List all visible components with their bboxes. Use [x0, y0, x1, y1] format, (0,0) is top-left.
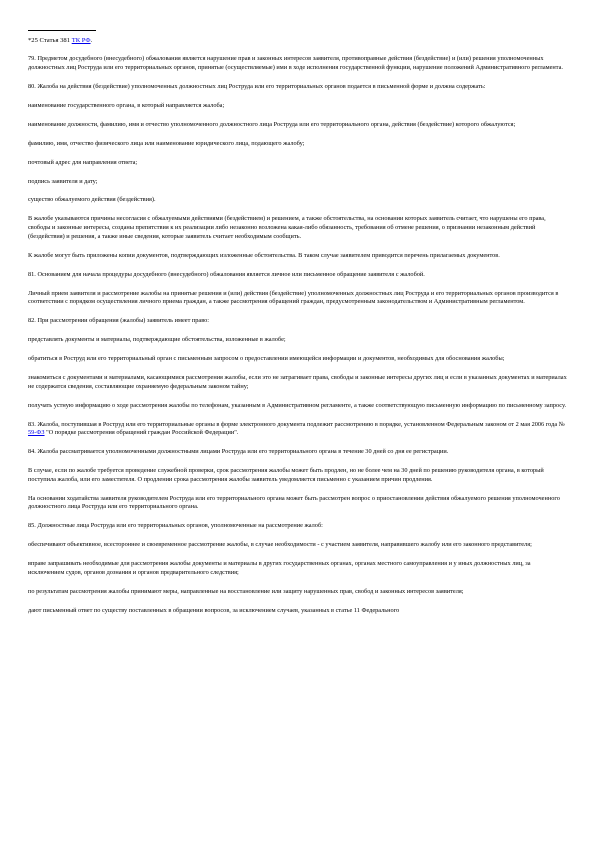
- footnote-divider: [28, 30, 96, 31]
- link-59-fz[interactable]: 59-ФЗ: [28, 429, 45, 437]
- paragraph-83-text-after: "О порядке рассмотрения обращений граждан Российской Федерации".: [44, 429, 239, 437]
- list-item-request-documents: вправе запрашивать необходимые для рассмотрения жалобы документы и материалы в других государственных органах, органах местного самоуправления и у иных должностных лиц, за исключением судов, органов дознания и органов предварительного следствия;: [28, 560, 531, 576]
- paragraph-84: 84. Жалоба рассматривается уполномоченными должностными лицами Роструда или его территориального органа в течение 30 дней со дня ее регистрации.: [28, 448, 449, 456]
- footnote: [28, 37, 567, 45]
- list-item-objective-review: обеспечивают объективное, всестороннее и своевременное рассмотрение жалобы, в случае необходимости - с участием заявителя, направившего жалобу или его законного представителя;: [28, 541, 532, 549]
- list-item-applicant-name: фамилию, имя, отчество физического лица или наименование юридического лица, подающего жалобу;: [28, 139, 305, 147]
- list-item-essence: существо обжалуемого действия (бездействия).: [28, 196, 156, 204]
- list-item-signature-date: подпись заявителя и дату;: [28, 177, 98, 185]
- list-item-written-answer: дают письменный ответ по существу поставленных в обращении вопросов, за исключением случаев, указанных в статье 11 Федерального: [28, 606, 400, 614]
- paragraph-suspension: На основании ходатайства заявителя руководителем Роструда или его территориального органа может быть рассмотрен вопрос о приостановлении действия обжалуемого решения уполномоченного должностного лица Роструда или его территориального органа.: [28, 494, 560, 511]
- list-item-organ-name: наименование государственного органа, в который направляется жалоба;: [28, 101, 225, 109]
- paragraph-83: [28, 421, 567, 438]
- paragraph-extension: В случае, если по жалобе требуется проведение служебной проверки, срок рассмотрения жалобы может быть продлен, но не более чем на 30 дней по решению руководителя органа, в который поступила жалоба, или его заместителя. О продлении срока рассмотрения жалобы заявитель уведомляется письменно с указанием причин продления.: [28, 467, 544, 483]
- paragraph-85: 85. Должностные лица Роструда или его территориальных органов, уполномоченные на рассмотрение жалоб:: [28, 522, 323, 530]
- footnote-prefix: *25 Статья 381: [28, 37, 72, 44]
- footnote-link-tk-rf[interactable]: ТК РФ: [71, 37, 91, 44]
- list-item-take-measures: по результатам рассмотрения жалобы принимают меры, направленные на восстановление или защиту нарушенных прав, свобод и законных интересов заявителя;: [28, 587, 464, 595]
- paragraph-80: 80. Жалоба на действия (бездействие) уполномоченных должностных лиц Роструда или его территориальных органов подается в письменной форме и должна содержать:: [28, 82, 486, 90]
- paragraph-complaint-reasons: В жалобе указываются причины несогласия с обжалуемыми действиями (бездействием) и решением, а также обстоятельства, на основании которых заявитель считает, что нарушены его права, свободы и законные интересы, созданы препятствия к их реализации либо незаконно возложена какая-либо обязанность, требования об отмене решения, о признании незаконным действий (бездействия) и решения, а также иные сведения, которые заявитель считает необходимым сообщить.: [28, 215, 546, 240]
- paragraph-82: 82. При рассмотрении обращения (жалобы) заявитель имеет право:: [28, 317, 210, 325]
- list-item-postal-address: почтовый адрес для направления ответа;: [28, 158, 138, 166]
- footnote-suffix: .: [90, 37, 93, 44]
- paragraph-81: 81. Основанием для начала процедуры досудебного (внесудебного) обжалования является личное или письменное обращение заявителя с жалобой.: [28, 270, 425, 278]
- list-item-official-name: наименование должности, фамилию, имя и отчество уполномоченного должностного лица Роструда или его территориального органа, действия (бездействие) которого обжалуются;: [28, 120, 516, 128]
- list-item-oral-info: получать устную информацию о ходе рассмотрения жалобы по телефонам, указанным в Административном регламенте, а также соответствующую письменную информацию по письменному запросу.: [28, 401, 567, 409]
- paragraph-personal-reception: Личный прием заявителя и рассмотрение жалобы на принятые решения и (или) действия (бездействие) уполномоченных должностных лиц Роструда и его территориальных органов производится в соответствии с порядком осуществления личного приема граждан, а также рассмотрения обращений граждан, предусмотренным законодательством и Административным регламентом.: [28, 289, 559, 306]
- paragraph-79: 79. Предметом досудебного (внесудебного) обжалования является нарушение прав и законных интересов заявителя, противоправные действия (бездействие) и (или) решения уполномоченных должностных лиц Роструда или его территориальных органов, принятые (осуществляемые) ими в ходе исполнения государственной функции, нарушение положений Административного регламента.: [28, 55, 563, 71]
- list-item-present-documents: представлять документы и материалы, подтверждающие обстоятельства, изложенные в жалобе;: [28, 336, 286, 344]
- list-item-review-materials: знакомиться с документами и материалами, касающимися рассмотрения жалобы, если это не затрагивает права, свободы и законные интересы других лиц и если в указанных документах и материалах не содержатся сведения, составляющие охраняемую федеральным законом тайну;: [28, 374, 567, 390]
- paragraph-83-text-before: 83. Жалоба, поступившая в Роструд или его территориальные органы в форме электронного документа подлежит рассмотрению в порядке, установленном Федеральным законом от 2 мая 2006 года №: [28, 420, 565, 428]
- list-item-request-info: обратиться в Роструд или его территориальный орган с письменным запросом о предоставлении имеющейся информации и документов, необходимых для обоснования жалобы;: [28, 355, 505, 363]
- paragraph-attachments: К жалобе могут быть приложены копии документов, подтверждающих изложенные обстоятельства. В таком случае заявителем приводится перечень прилагаемых документов.: [28, 251, 500, 259]
